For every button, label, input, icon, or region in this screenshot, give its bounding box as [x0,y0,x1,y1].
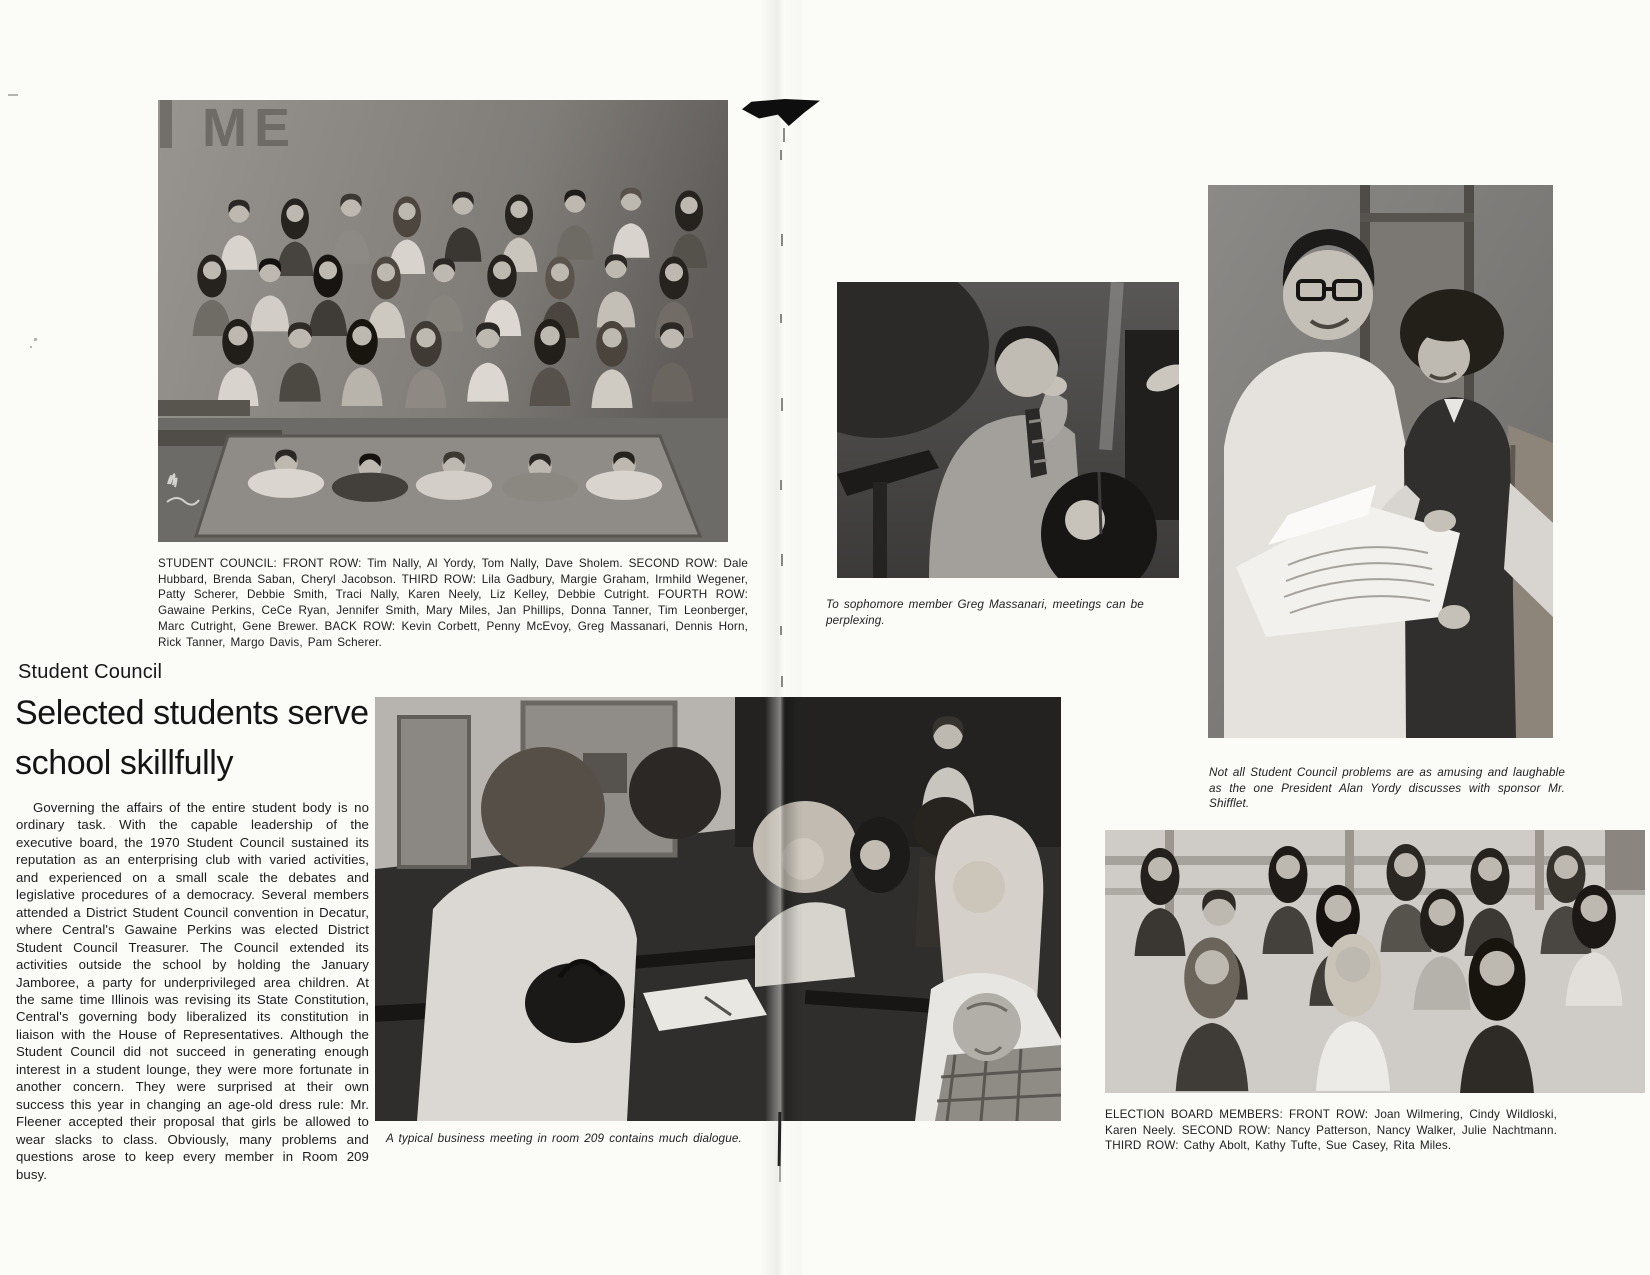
fold-mark [780,626,782,635]
gutter-crease-tail [779,1166,781,1182]
meeting-caption: A typical business meeting in room 209 contains much dialogue. [386,1132,742,1145]
council-group-caption: STUDENT COUNCIL: FRONT ROW: Tim Nally, Al Yordy, Tom Nally, Dave Sholem. SECOND ROW: Dale Hubbard, Brenda Saban, Cheryl Jacobson. THIRD ROW: Lila Gadbury, Margie Graham, Irmhild Wegener, Patty Scherer, Debbie Smith, Traci Nally, Karen Neely, Liz Kelley, Debbie Cutright. FOURTH ROW: Gawaine Perkins, CeCe Ryan, Jennifer Smith, Mary Miles, Jan Phillips, Donna Tanner, Tim Leonberger, Marc Cutright, Gene Brewer. BACK ROW: Kevin Corbett, Penny McEvoy, Greg Massanari, Dennis Horn, Rick Tanner, Margo Davis, Pam Scherer. [158,557,748,649]
headline-line-1: Selected students serve [15,694,369,732]
page-headline [15,688,395,788]
wall-letter-bar [160,100,172,148]
council-group-photo [158,100,728,542]
election-board-photo [1105,830,1645,1093]
fold-mark [780,314,782,323]
section-kicker: Student Council [18,661,163,683]
fold-mark [783,128,785,142]
fold-mark [780,150,782,160]
wall-letters: ME [202,100,297,158]
purse [525,963,625,1043]
fold-mark [781,398,783,411]
massanari-photo [837,282,1179,578]
headline-line-2: school skillfully [15,744,234,782]
fold-mark [780,480,782,490]
election-board-caption: ELECTION BOARD MEMBERS: FRONT ROW: Joan Wilmering, Cindy Wildloski, Karen Neely. SECOND ROW: Nancy Patterson, Nancy Walker, Julie Nachtmann. THIRD ROW: Cathy Abolt, Kathy Tufte, Sue Casey, Rita Miles. [1105,1108,1557,1153]
massanari-caption: To sophomore member Greg Massanari, meetings can be perplexing. [826,598,1144,627]
yordy-photo [1208,185,1553,738]
yordy-caption: Not all Student Council problems are as amusing and laughable as the one President Alan Yordy discusses with sponsor Mr. Shifflet. [1209,766,1565,811]
gutter-ink-blot [742,99,820,126]
fold-mark [781,554,783,566]
fold-mark [781,676,783,687]
gutter-crease-line [778,1112,782,1166]
student-head [629,747,721,839]
scan-edge-mark [8,94,18,96]
article-body: Governing the affairs of the entire student body is no ordinary task. With the capable leadership of the executive board, the 1970 Student Council sustained its reputation as an enterprising club with varied activities, and experienced on a small scale the debates and legislative procedures of a democracy. Several members attended a District Student Council convention in Decatur, where Central's Gawaine Perkins was elected District Student Council Treasurer. The Council extended its activities outside the school by holding the January Jamboree, a party for underprivileged area children. At the same time Illinois was revising its State Constitution, Central's governing body liberalized its constitution in liaison with the House of Representatives. Although the Student Council did not succeed in generating enough interest in a student lounge, they were more fortunate in another concern. They were surprised at their own success this year in changing an age-old dress rule: Mr. Fleener accepted their proposal that girls be allowed to wear slacks to class. Obviously, many problems and questions arose to keep every member in Room 209 busy. [16,800,369,1182]
meeting-photo [375,697,1061,1121]
scan-edge-mark [34,338,37,341]
foreground-boy-head [481,747,605,871]
scan-edge-mark [30,346,32,348]
fold-band [765,697,799,1121]
fold-mark [781,234,783,246]
